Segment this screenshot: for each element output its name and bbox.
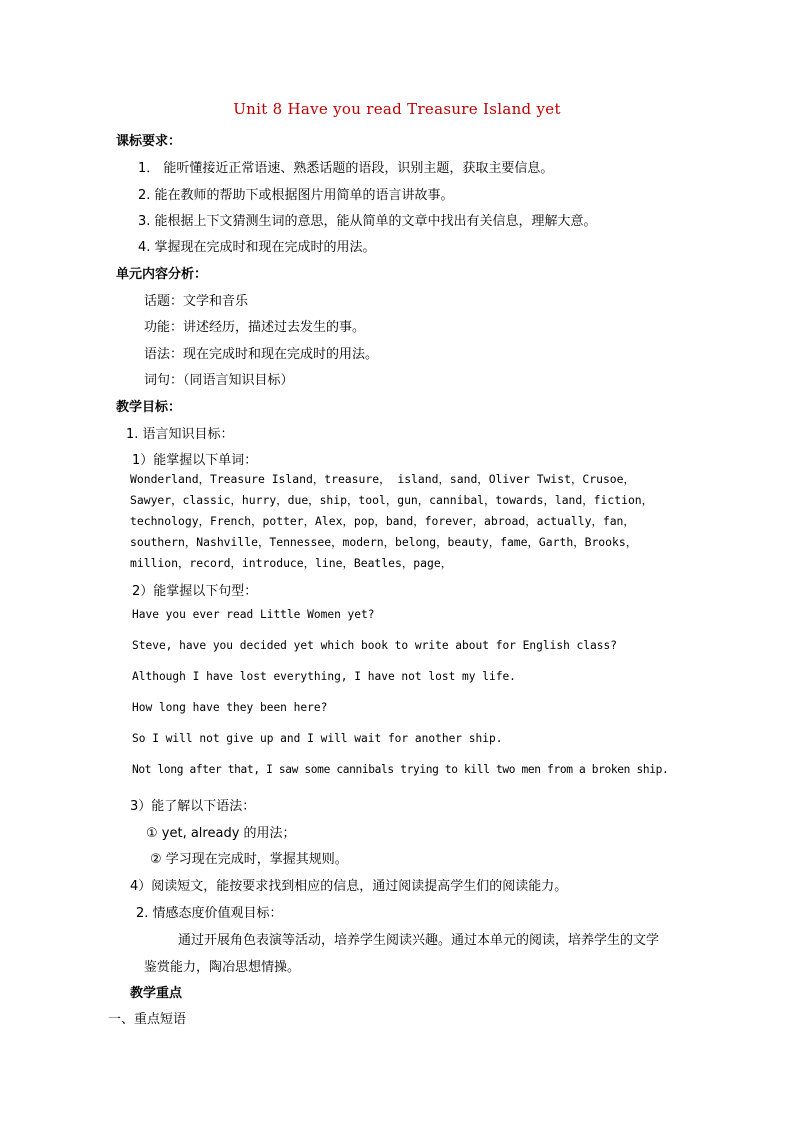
- word-list-line: southern，Nashville，Tennessee，modern，belong，beauty，fame，Garth，Brooks，: [130, 535, 638, 549]
- list-item: 3. 能根据上下文猜测生词的意思，能从简单的文章中找出有关信息，理解大意。: [138, 214, 597, 229]
- word-list-line: technology，French，potter，Alex，pop，band，forever，abroad，actually，fan，: [130, 514, 635, 528]
- grammar-item: ② 学习现在完成时，掌握其规则。: [150, 852, 348, 867]
- list-item: 词句：（同语言知识目标）: [144, 373, 294, 388]
- reading-objective: 4）阅读短文，能按要求找到相应的信息，通过阅读提高学生们的阅读能力。: [130, 879, 568, 894]
- subheading-language-knowledge: 1. 语言知识目标：: [126, 427, 234, 442]
- word-list-line: Sawyer，classic，hurry，due，ship，tool，gun，cannibal，towards，land，fiction，: [130, 493, 654, 507]
- sentence-pattern: Steve, have you decided yet which book to write about for English class?: [132, 639, 617, 652]
- key-phrases-heading: 一、重点短语: [108, 1012, 187, 1027]
- words-label: 1）能掌握以下单词：: [132, 453, 258, 468]
- emotion-paragraph-line: 通过开展角色表演等活动，培养学生阅读兴趣。通过本单元的阅读，培养学生的文学: [178, 933, 660, 948]
- sentence-pattern: Have you ever read Little Women yet?: [132, 608, 375, 621]
- word-list-line: Wonderland，Treasure Island，treasure， island，sand，Oliver Twist，Crusoe，: [130, 472, 635, 486]
- grammar-label: 3）能了解以下语法：: [130, 799, 256, 814]
- page-title: Unit 8 Have you read Treasure Island yet: [233, 100, 561, 118]
- sentence-pattern: Although I have lost everything, I have not lost my life.: [132, 670, 516, 683]
- list-item: 功能：讲述经历，描述过去发生的事。: [144, 320, 366, 335]
- section-heading-curriculum: 课标要求：: [116, 134, 182, 149]
- emotion-paragraph-line: 鉴赏能力，陶冶思想情操。: [144, 960, 301, 975]
- word-list-line: million，record，introduce，line，Beatles，page，: [130, 556, 453, 570]
- subheading-emotion: 2. 情感态度价值观目标：: [136, 906, 283, 921]
- section-heading-key-points: 教学重点: [130, 986, 183, 1001]
- list-item: 话题：文学和音乐: [144, 294, 249, 309]
- sentence-pattern: Not long after that, I saw some cannibals trying to kill two men from a broken ship.: [132, 763, 669, 776]
- list-item: 语法：现在完成时和现在完成时的用法。: [144, 347, 379, 362]
- list-item: 4. 掌握现在完成时和现在完成时的用法。: [138, 240, 376, 255]
- sentence-pattern: So I will not give up and I will wait for another ship.: [132, 732, 503, 745]
- section-heading-objectives: 教学目标：: [116, 400, 182, 415]
- sentences-label: 2）能掌握以下句型：: [132, 584, 258, 599]
- section-heading-analysis: 单元内容分析：: [116, 267, 208, 282]
- list-item: 1． 能听懂接近正常语速、熟悉话题的语段，识别主题，获取主要信息。: [138, 161, 554, 176]
- sentence-pattern: How long have they been here?: [132, 701, 328, 714]
- grammar-item: ① yet, already 的用法；: [146, 826, 296, 841]
- list-item: 2. 能在教师的帮助下或根据图片用简单的语言讲故事。: [138, 188, 454, 203]
